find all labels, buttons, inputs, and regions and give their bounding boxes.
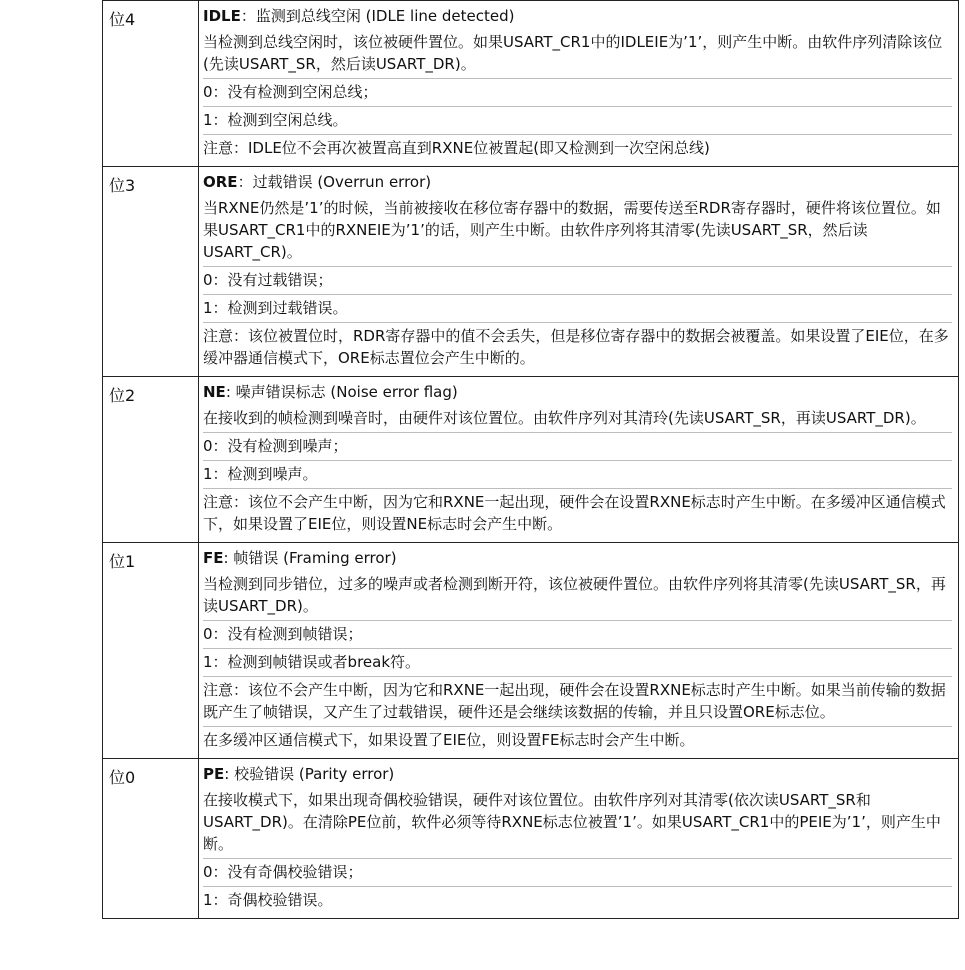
- paragraph: 0：没有奇偶校验错误；: [203, 858, 952, 886]
- paragraph: 注意：该位不会产生中断，因为它和RXNE一起出现，硬件会在设置RXNE标志时产生中断。如果当前传输的数据既产生了帧错误，又产生了过载错误，硬件还是会继续该数据的传输，并且只设置ORE标志位。: [203, 676, 952, 726]
- bit-title: [203, 6, 952, 29]
- paragraph: 注意：IDLE位不会再次被置高直到RXNE位被置起(即又检测到一次空闲总线): [203, 134, 952, 162]
- bit-abbr: NE: [203, 383, 226, 401]
- bit-label: 位4: [103, 1, 199, 167]
- paragraph: 当RXNE仍然是’1’的时候，当前被接收在移位寄存器中的数据，需要传送至RDR寄存器时，硬件将该位置位。如果USART_CR1中的RXNEIE为’1’的话，则产生中断。由软件序列将其清零(先读USART_SR，然后读USART_CR)。: [203, 199, 941, 261]
- bit-label: 位1: [103, 543, 199, 759]
- paragraph: 0：没有检测到空闲总线；: [203, 78, 952, 106]
- bit-title: [203, 548, 952, 571]
- bit-label: 位2: [103, 377, 199, 543]
- paragraph: 0：没有检测到帧错误；: [203, 620, 952, 648]
- bit-description: [199, 543, 959, 759]
- bit-title-text: : 噪声错误标志 (Noise error flag): [225, 383, 458, 401]
- paragraph: 在接收模式下，如果出现奇偶校验错误，硬件对该位置位。由软件序列对其清零(依次读USART_SR和USART_DR)。在清除PE位前，软件必须等待RXNE标志位被置’1’。如果USART_CR1中的PEIE为’1’，则产生中断。: [203, 791, 941, 853]
- paragraph: 1：检测到过载错误。: [203, 294, 952, 322]
- bit-abbr: ORE: [203, 173, 238, 191]
- bit-description: [199, 1, 959, 167]
- paragraph: 当检测到同步错位，过多的噪声或者检测到断开符，该位被硬件置位。由软件序列将其清零(先读USART_SR，再读USART_DR)。: [203, 575, 946, 615]
- register-bit-table: [102, 0, 959, 919]
- table-row: [103, 759, 959, 919]
- bit-description: [199, 377, 959, 543]
- table-row: [103, 1, 959, 167]
- bit-label: 位3: [103, 167, 199, 377]
- bit-title-text: ：监测到总线空闲 (IDLE line detected): [240, 7, 515, 25]
- bit-title-text: : 帧错误 (Framing error): [223, 549, 397, 567]
- paragraph: 1：检测到噪声。: [203, 460, 952, 488]
- bit-title: [203, 172, 952, 195]
- bit-abbr: FE: [203, 549, 224, 567]
- bit-title-text: ：过载错误 (Overrun error): [237, 173, 432, 191]
- bit-description: [199, 759, 959, 919]
- paragraph: 1：奇偶校验错误。: [203, 886, 952, 914]
- paragraph: 在多缓冲区通信模式下，如果设置了EIE位，则设置FE标志时会产生中断。: [203, 726, 952, 754]
- paragraph: 1：检测到空闲总线。: [203, 106, 952, 134]
- table-row: [103, 167, 959, 377]
- table-row: [103, 377, 959, 543]
- bit-title-text: : 校验错误 (Parity error): [224, 765, 395, 783]
- bit-title: [203, 382, 952, 405]
- bit-abbr: IDLE: [203, 7, 241, 25]
- table-row: [103, 543, 959, 759]
- paragraph: 0：没有过载错误；: [203, 266, 952, 294]
- paragraph: 当检测到总线空闲时，该位被硬件置位。如果USART_CR1中的IDLEIE为’1’，则产生中断。由软件序列清除该位(先读USART_SR，然后读USART_DR)。: [203, 33, 943, 73]
- bit-title: [203, 764, 952, 787]
- paragraph: 1：检测到帧错误或者break符。: [203, 648, 952, 676]
- bit-abbr: PE: [203, 765, 225, 783]
- bit-label: 位0: [103, 759, 199, 919]
- paragraph: 0：没有检测到噪声；: [203, 432, 952, 460]
- bit-description: [199, 167, 959, 377]
- paragraph: 在接收到的帧检测到噪音时，由硬件对该位置位。由软件序列对其清玲(先读USART_SR，再读USART_DR)。: [203, 409, 926, 427]
- paragraph: 注意：该位不会产生中断，因为它和RXNE一起出现，硬件会在设置RXNE标志时产生中断。在多缓冲区通信模式下，如果设置了EIE位，则设置NE标志时会产生中断。: [203, 488, 952, 538]
- paragraph: 注意：该位被置位时，RDR寄存器中的值不会丢失，但是移位寄存器中的数据会被覆盖。如果设置了EIE位，在多缓冲器通信模式下，ORE标志置位会产生中断的。: [203, 322, 952, 372]
